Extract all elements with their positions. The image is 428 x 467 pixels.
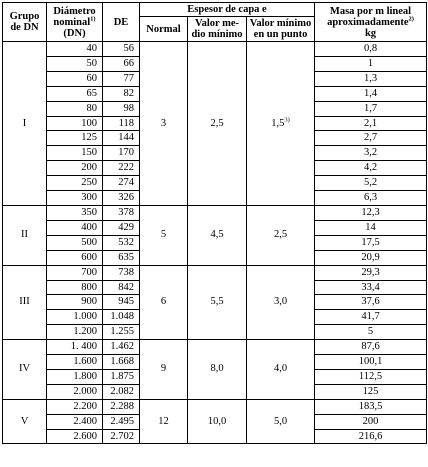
- dn-cell: 2.200: [47, 399, 103, 414]
- valor-minimo-value: 1,5: [271, 117, 285, 129]
- masa-cell: 2,7: [315, 131, 427, 146]
- dn-cell: 125: [47, 131, 103, 146]
- dn-cell: 1.000: [47, 310, 103, 325]
- dn-cell: 1.600: [47, 355, 103, 370]
- de-cell: 429: [103, 220, 140, 235]
- dn-cell: 400: [47, 220, 103, 235]
- table-row: [3, 399, 427, 414]
- valor-minimo-value: 2,5: [273, 229, 288, 241]
- de-cell: 170: [103, 146, 140, 161]
- dn-cell: 200: [47, 161, 103, 176]
- de-cell: 738: [103, 265, 140, 280]
- dn-cell: 50: [47, 56, 103, 71]
- masa-cell: 3,2: [315, 146, 427, 161]
- group-cell: III: [3, 265, 47, 340]
- header-masa: [315, 3, 427, 42]
- valor-medio-cell: 8,0: [188, 340, 247, 400]
- masa-cell: 1,7: [315, 101, 427, 116]
- dn-cell: 2.000: [47, 384, 103, 399]
- valor-medio-cell: 4,5: [188, 205, 247, 265]
- header-diametro-footnote: 1): [90, 15, 96, 22]
- masa-cell: 5,2: [315, 176, 427, 191]
- masa-cell: 6,3: [315, 191, 427, 206]
- de-cell: 144: [103, 131, 140, 146]
- dn-cell: 1. 400: [47, 340, 103, 355]
- header-diametro-label: Diámetro nominal: [53, 5, 96, 28]
- masa-cell: 17,5: [315, 235, 427, 250]
- header-de: DE: [103, 3, 140, 42]
- normal-cell: 9: [140, 340, 188, 400]
- de-cell: 274: [103, 176, 140, 191]
- header-valor-minimo: Valor mínimo en un punto: [247, 17, 315, 42]
- de-cell: 66: [103, 56, 140, 71]
- masa-cell: 4,2: [315, 161, 427, 176]
- masa-cell: 0,8: [315, 42, 427, 57]
- valor-medio-cell: 5,5: [188, 265, 247, 340]
- normal-cell: 12: [140, 399, 188, 444]
- de-cell: 2.495: [103, 414, 140, 429]
- de-cell: 378: [103, 205, 140, 220]
- masa-cell: 87,6: [315, 340, 427, 355]
- de-cell: 1.255: [103, 325, 140, 340]
- table-container: [2, 2, 426, 465]
- masa-cell: 183,5: [315, 399, 427, 414]
- de-cell: 56: [103, 42, 140, 57]
- group-cell: I: [3, 42, 47, 206]
- dn-cell: 250: [47, 176, 103, 191]
- masa-cell: 33,4: [315, 280, 427, 295]
- de-cell: 77: [103, 71, 140, 86]
- valor-medio-cell: 2,5: [188, 42, 247, 206]
- dn-cell: 2.600: [47, 429, 103, 444]
- group-cell: II: [3, 205, 47, 265]
- valor-minimo-cell: [247, 205, 315, 265]
- header-valor-medio: Valor me-dio mínimo: [188, 17, 247, 42]
- dn-cell: 40: [47, 42, 103, 57]
- de-cell: 945: [103, 295, 140, 310]
- dn-cell: 800: [47, 280, 103, 295]
- normal-cell: 6: [140, 265, 188, 340]
- table-row: [3, 340, 427, 355]
- de-cell: 635: [103, 250, 140, 265]
- valor-minimo-footnote: 3): [284, 116, 290, 124]
- de-cell: 532: [103, 235, 140, 250]
- valor-minimo-cell: [247, 399, 315, 444]
- table-body: [3, 42, 427, 444]
- de-cell: 222: [103, 161, 140, 176]
- header-masa-footnote: 2): [408, 15, 414, 22]
- masa-cell: 100,1: [315, 355, 427, 370]
- masa-cell: 1,4: [315, 86, 427, 101]
- valor-medio-cell: 10,0: [188, 399, 247, 444]
- dn-cell: 1.200: [47, 325, 103, 340]
- dn-cell: 500: [47, 235, 103, 250]
- header-diametro: [47, 3, 103, 42]
- dn-cell: 60: [47, 71, 103, 86]
- dn-cell: 1.800: [47, 369, 103, 384]
- dn-cell: 65: [47, 86, 103, 101]
- table-row: [3, 265, 427, 280]
- de-cell: 1.048: [103, 310, 140, 325]
- header-masa-label: Masa por m lineal aproximadamente: [327, 5, 412, 28]
- de-cell: 1.462: [103, 340, 140, 355]
- group-cell: V: [3, 399, 47, 444]
- header-normal: Normal: [140, 17, 188, 42]
- de-cell: 2.702: [103, 429, 140, 444]
- de-cell: 2.082: [103, 384, 140, 399]
- normal-cell: 3: [140, 42, 188, 206]
- masa-cell: 125: [315, 384, 427, 399]
- dimension-table: [2, 2, 427, 444]
- masa-cell: 112,5: [315, 369, 427, 384]
- masa-cell: 1,3: [315, 71, 427, 86]
- dn-cell: 900: [47, 295, 103, 310]
- dn-cell: 700: [47, 265, 103, 280]
- dn-cell: 350: [47, 205, 103, 220]
- de-cell: 842: [103, 280, 140, 295]
- masa-cell: 5: [315, 325, 427, 340]
- header-diametro-unit: (DN): [63, 27, 86, 39]
- normal-cell: 5: [140, 205, 188, 265]
- valor-minimo-cell: [247, 265, 315, 340]
- valor-minimo-cell: [247, 42, 315, 206]
- header-espesor: Espesor de capa e: [140, 3, 315, 17]
- dn-cell: 2.400: [47, 414, 103, 429]
- valor-minimo-value: 3,0: [273, 296, 288, 308]
- table-row: [3, 42, 427, 57]
- table-row: [3, 205, 427, 220]
- masa-cell: 29,3: [315, 265, 427, 280]
- masa-cell: 14: [315, 220, 427, 235]
- valor-minimo-cell: [247, 340, 315, 400]
- dn-cell: 80: [47, 101, 103, 116]
- masa-cell: 1: [315, 56, 427, 71]
- dn-cell: 100: [47, 116, 103, 131]
- valor-minimo-value: 5,0: [273, 415, 288, 427]
- masa-cell: 37,6: [315, 295, 427, 310]
- de-cell: 326: [103, 191, 140, 206]
- de-cell: 82: [103, 86, 140, 101]
- masa-cell: 41,7: [315, 310, 427, 325]
- dn-cell: 150: [47, 146, 103, 161]
- de-cell: 2.288: [103, 399, 140, 414]
- de-cell: 1.875: [103, 369, 140, 384]
- valor-minimo-value: 4,0: [273, 363, 288, 375]
- masa-cell: 200: [315, 414, 427, 429]
- de-cell: 1.668: [103, 355, 140, 370]
- masa-cell: 216,6: [315, 429, 427, 444]
- dn-cell: 600: [47, 250, 103, 265]
- group-cell: IV: [3, 340, 47, 400]
- de-cell: 118: [103, 116, 140, 131]
- dn-cell: 300: [47, 191, 103, 206]
- header-masa-unit: kg: [364, 27, 377, 39]
- header-grupo: Grupo de DN: [3, 3, 47, 42]
- de-cell: 98: [103, 101, 140, 116]
- masa-cell: 2,1: [315, 116, 427, 131]
- masa-cell: 20,9: [315, 250, 427, 265]
- masa-cell: 12,3: [315, 205, 427, 220]
